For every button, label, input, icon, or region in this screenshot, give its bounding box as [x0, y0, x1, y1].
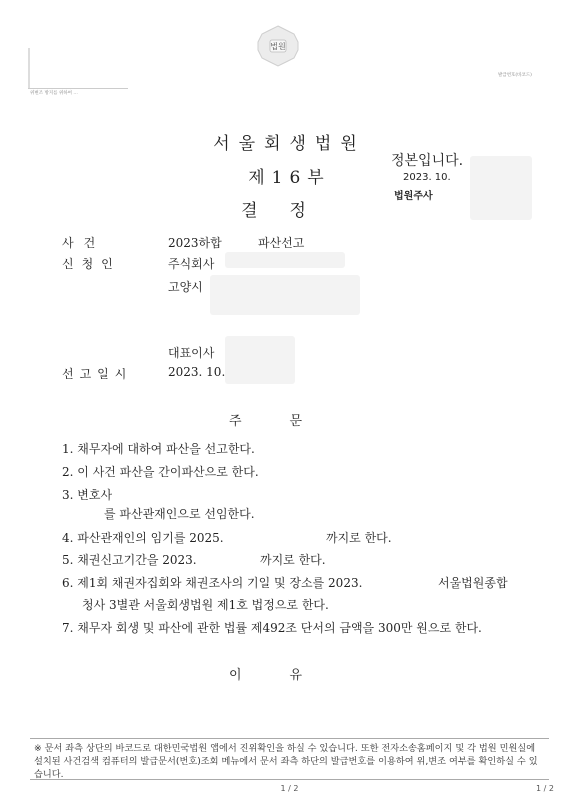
applicant-city: 고양시 [168, 280, 203, 294]
applicant-label: 신청인 [62, 257, 121, 271]
certified-copy-text: 정본입니다. [391, 153, 464, 169]
order-item-text: 변호사 [77, 488, 113, 502]
court-name: 서울회생법원 [213, 134, 366, 154]
case-name: 파산선고 [258, 236, 305, 250]
order-item-text: 채무자 회생 및 파산에 관한 법률 제492조 단서의 금액을 300만 원으로 한다. [77, 621, 482, 635]
order-item-text: 이 사건 파산을 간이파산으로 한다. [77, 465, 259, 479]
decision-date-label: 선고일시 [62, 367, 133, 381]
redacted-company [225, 252, 345, 268]
order-heading: 주문 [228, 414, 351, 429]
barcode-strip [28, 48, 30, 88]
order-item-number: 5. [62, 553, 74, 567]
order-item-number: 6. [62, 576, 74, 590]
header-rule [28, 88, 128, 89]
verification-note: ※ 문서 좌측 상단의 바코드로 대한민국법원 앱에서 진위확인을 하실 수 있습니다. 또한 전자소송홈페이지 및 각 법원 민원실에 설치된 사건검색 컴퓨터의 발급문서(번호)조회 메뉴에서 문서 좌측 하단의 발급번호를 이용하여 위,변조 여부를 확인하실 수 있습니다. [30, 738, 549, 780]
order-item-5 [62, 551, 197, 568]
redacted-stamp [470, 156, 532, 220]
order-item-4-tail: 까지로 한다. [326, 531, 392, 545]
order-item-number: 3. [62, 488, 74, 502]
reason-heading: 이유 [228, 668, 351, 683]
order-item-6 [62, 574, 362, 591]
seal-text: 법원 [270, 42, 286, 51]
decision-date: 2023. 10. [168, 365, 226, 379]
certified-date: 2023. 10. [403, 172, 451, 183]
order-item-text: 파산관재인의 임기를 2025. [77, 531, 224, 545]
order-item-4 [62, 529, 224, 546]
order-item-text: 제1회 채권자집회와 채권조사의 기일 및 장소를 2023. [77, 576, 363, 590]
order-item-number: 4. [62, 531, 74, 545]
page-number-right: 1 / 2 [536, 784, 554, 793]
order-item-1 [62, 440, 255, 457]
order-item-6-cont: 청사 3별관 서울회생법원 제1호 법정으로 한다. [82, 598, 329, 612]
order-item-number: 1. [62, 442, 74, 456]
order-item-text: 채권신고기간을 2023. [77, 553, 197, 567]
anti-forgery-note: 위변조 방지를 위하여 … [30, 91, 78, 96]
order-item-3 [62, 486, 112, 503]
court-seal-icon [256, 24, 300, 68]
redacted-name [225, 336, 295, 384]
issue-number-label: 발급번호(바코드) [498, 73, 532, 78]
representative-label: 대표이사 [168, 346, 215, 360]
page-number: 1 / 2 [280, 784, 299, 793]
case-label: 사건 [62, 236, 106, 250]
court-division: 제16부 [248, 168, 331, 188]
court-officer: 법원주사 [394, 191, 433, 202]
case-number: 2023하합 [168, 236, 222, 250]
order-item-text: 채무자에 대하여 파산을 선고한다. [77, 442, 255, 456]
redacted-address [210, 275, 360, 315]
order-item-7 [62, 619, 482, 636]
order-item-2 [62, 463, 259, 480]
document-type: 결정 [241, 201, 338, 221]
order-item-3-cont: 를 파산관재인으로 선임한다. [104, 507, 255, 521]
applicant-type: 주식회사 [168, 257, 215, 271]
order-item-number: 7. [62, 621, 74, 635]
order-item-number: 2. [62, 465, 74, 479]
order-item-5-tail: 까지로 한다. [260, 553, 326, 567]
order-item-6-tail: 서울법원종합 [438, 576, 508, 590]
